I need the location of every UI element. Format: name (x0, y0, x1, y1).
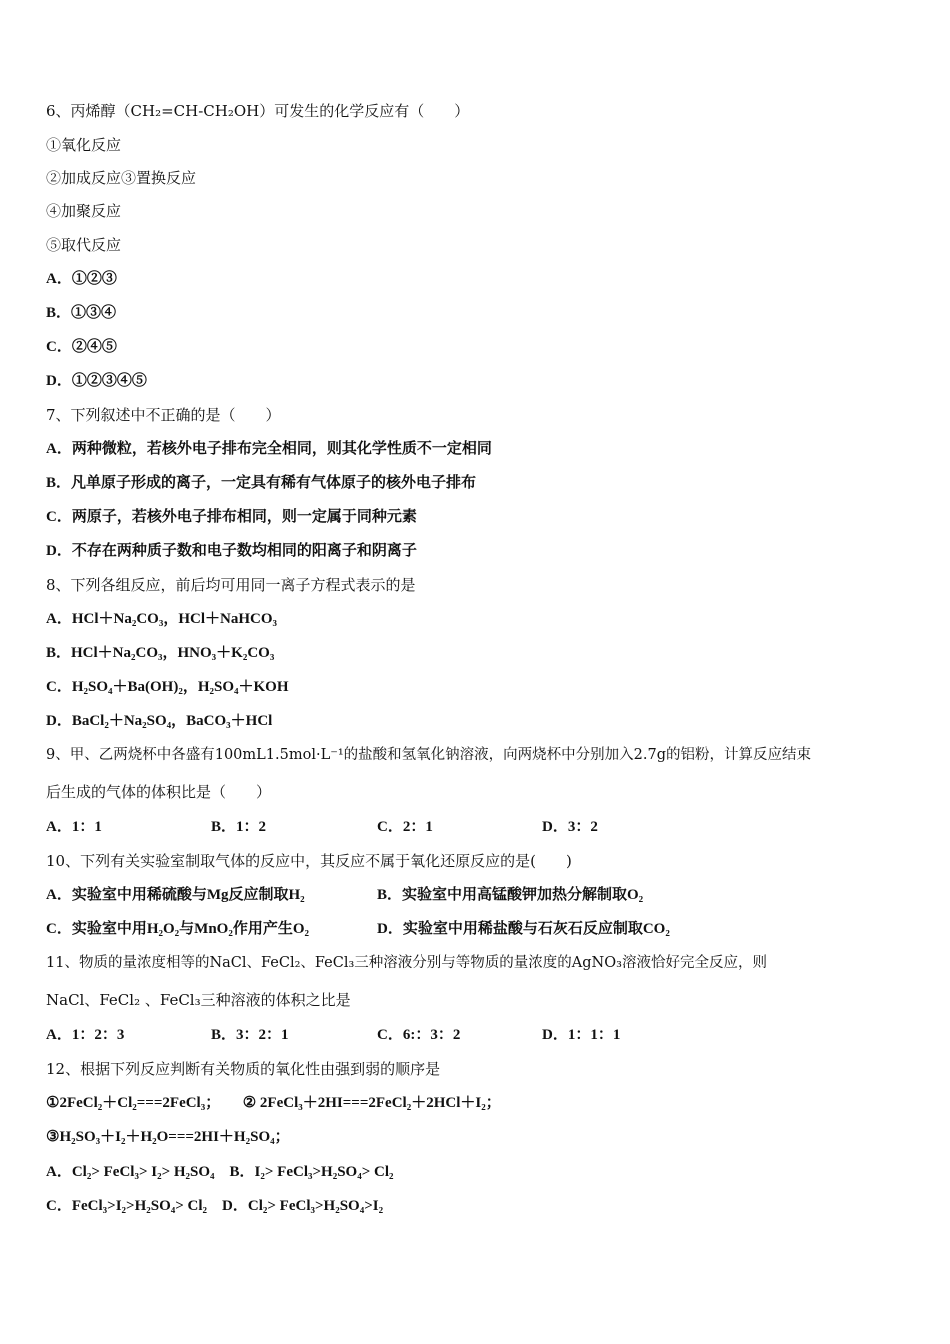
q10-option-a: A．实验室中用稀硫酸与Mg反应制取H₂ (46, 887, 305, 903)
q11-stem-line1: 11、物质的量浓度相等的NaCl、FeCl₂、FeCl₃三种溶液分别与等物质的量浓度的AgNO₃溶液恰好完全反应，则 (46, 955, 767, 971)
q7-option-c: C．两原子，若核外电子排布相同，则一定属于同种元素 (46, 509, 417, 525)
q9-option-d: D．3：2 (542, 819, 598, 835)
q8-option-d: D．BaCl₂＋Na₂SO₄，BaCO₃＋HCl (46, 713, 273, 729)
q10-option-d: D．实验室中用稀盐酸与石灰石反应制取CO₂ (377, 921, 670, 937)
q6-option-c: C．②④⑤ (46, 339, 117, 355)
q7-option-b: B．凡单原子形成的离子，一定具有稀有气体原子的核外电子排布 (46, 475, 477, 491)
q9-option-b: B．1：2 (211, 819, 267, 835)
q8-option-b: B．HCl＋Na₂CO₃，HNO₃＋K₂CO₃ (46, 645, 275, 661)
q9-option-a: A．1：1 (46, 819, 102, 835)
q11-option-a: A．1：2：3 (46, 1027, 125, 1043)
q6-item-1: ①氧化反应 (46, 136, 122, 154)
q8-stem: 8、下列各组反应，前后均可用同一离子方程式表示的是 (46, 576, 416, 594)
q8-option-c: C．H₂SO₄＋Ba(OH)₂，H₂SO₄＋KOH (46, 679, 289, 695)
q6-stem: 6、丙烯醇（CH₂=CH-CH₂OH）可发生的化学反应有（ ） (46, 102, 470, 120)
q7-stem: 7、下列叙述中不正确的是（ ） (46, 406, 281, 424)
q6-option-a: A．①②③ (46, 271, 117, 287)
q10-stem: 10、下列有关实验室制取气体的反应中，其反应不属于氧化还原反应的是( ) (46, 852, 572, 870)
q11-option-c: C．6:：3：2 (377, 1027, 461, 1043)
q7-option-d: D．不存在两种质子数和电子数均相同的阳离子和阴离子 (46, 543, 417, 559)
q12-options-line1: A．Cl₂> FeCl₃> I₂> H₂SO₄ B．I₂> FeCl₃>H₂SO₄> Cl₂ (46, 1164, 394, 1180)
q12-stem: 12、根据下列反应判断有关物质的氧化性由强到弱的顺序是 (46, 1060, 441, 1078)
q6-option-b: B．①③④ (46, 305, 117, 321)
q9-stem-line1: 9、甲、乙两烧杯中各盛有100mL1.5mol·L⁻¹的盐酸和氢氧化钠溶液，向两烧杯中分别加入2.7g的铝粉，计算反应结束 (46, 747, 811, 763)
q7-option-a: A．两种微粒，若核外电子排布完全相同，则其化学性质不一定相同 (46, 441, 492, 457)
q9-stem-line2: 后生成的气体的体积比是（ ） (46, 783, 272, 801)
q6-option-d: D．①②③④⑤ (46, 373, 147, 389)
q6-item-5: ⑤取代反应 (46, 236, 122, 254)
q6-item-4: ④加聚反应 (46, 202, 122, 220)
q12-options-line2: C．FeCl₃>I₂>H₂SO₄> Cl₂ D．Cl₂> FeCl₃>H₂SO₄>I₂ (46, 1198, 384, 1214)
q12-equations-line1: ①2FeCl₂＋Cl₂===2FeCl₃； ② 2FeCl₃＋2HI===2FeCl₂＋2HCl＋I₂； (46, 1095, 501, 1111)
q10-option-b: B．实验室中用高锰酸钾加热分解制取O₂ (377, 887, 644, 903)
q11-option-b: B．3：2：1 (211, 1027, 289, 1043)
q8-option-a: A．HCl＋Na₂CO₃，HCl＋NaHCO₃ (46, 611, 277, 627)
q11-stem-line2: NaCl、FeCl₂ 、FeCl₃三种溶液的体积之比是 (46, 991, 351, 1009)
q11-option-d: D．1：1：1 (542, 1027, 621, 1043)
q10-option-c: C．实验室中用H₂O₂与MnO₂作用产生O₂ (46, 921, 309, 937)
q6-item-2: ②加成反应③置换反应 (46, 169, 197, 187)
q9-option-c: C．2：1 (377, 819, 433, 835)
q12-equations-line2: ③H₂SO₃＋I₂＋H₂O===2HI＋H₂SO₄； (46, 1129, 290, 1145)
